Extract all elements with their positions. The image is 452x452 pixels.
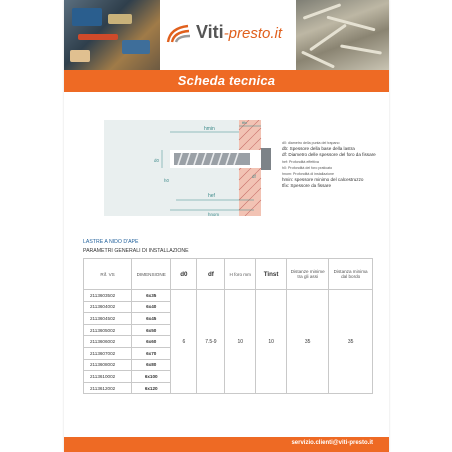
- col-edge-distance: Distanza minima dal bordo: [329, 259, 373, 290]
- title-band: [64, 70, 389, 92]
- table-row: [84, 290, 373, 302]
- datasheet-page: [64, 0, 389, 452]
- legend-line: d0: diametro della punta del trapano: [282, 141, 340, 145]
- cell-dimension: 6x60: [132, 336, 171, 348]
- legend-line: db: Spessore della base della lastra: [282, 146, 355, 152]
- cell-dimension: 6x100: [132, 371, 171, 383]
- cell-code: 2113610002: [84, 371, 132, 383]
- label-hef: hef: [208, 193, 215, 199]
- legend-line: hnom: Profondità di installazione: [282, 172, 334, 177]
- screws-photo: [296, 0, 389, 70]
- cell-dimension: 6x35: [132, 290, 171, 302]
- label-hmin: hmin: [204, 126, 215, 132]
- installation-table: [83, 258, 373, 394]
- label-d0: d0: [154, 158, 159, 163]
- cell-dimension: 6x50: [132, 324, 171, 336]
- cell-code: 2113604502: [84, 313, 132, 325]
- cell-code: 2113604002: [84, 301, 132, 313]
- cell-dimension: 6x80: [132, 359, 171, 371]
- cell-code: 2113606002: [84, 336, 132, 348]
- cell-tinst: 10: [256, 290, 287, 394]
- legend-line: h0: Profondità del foro praticato: [282, 165, 333, 170]
- table-header-row: [84, 259, 373, 290]
- diagram-legend: [282, 140, 386, 190]
- cell-dist2: 35: [329, 290, 373, 394]
- legend-line: df: Diametro delle spessore del foro da fissare: [282, 152, 376, 158]
- cell-code: 2113607002: [84, 347, 132, 359]
- page-title: Scheda tecnica: [177, 73, 276, 88]
- cell-dimension: 6x70: [132, 347, 171, 359]
- section-title: LASTRE A NIDO D'APE: [83, 239, 139, 245]
- col-hole: H foro mm: [225, 259, 256, 290]
- cell-hole: 10: [225, 290, 256, 394]
- legend-line: tfix: Spessore da fissare: [282, 183, 332, 189]
- cell-code: 2113608002: [84, 359, 132, 371]
- logo-icon: [166, 22, 192, 44]
- col-df: df: [197, 259, 225, 290]
- footer: [64, 437, 389, 452]
- cell-code: 2113605002: [84, 324, 132, 336]
- brand-name: Viti: [196, 22, 224, 42]
- cell-df: 7.5-9: [197, 290, 225, 394]
- cell-code: 2113603502: [84, 290, 132, 302]
- col-d0: d0: [171, 259, 197, 290]
- cell-dimension: 6x45: [132, 313, 171, 325]
- col-axis-distance: Distanze minime tra gli assi: [287, 259, 329, 290]
- cell-code: 2113612002: [84, 382, 132, 394]
- label-tfix: tfix: [242, 120, 248, 125]
- col-dimension: DIMENSIONE: [132, 259, 171, 290]
- brand-area: [160, 0, 296, 70]
- cell-d0: 6: [171, 290, 197, 394]
- tools-photo: [64, 0, 160, 70]
- section-subtitle: PARAMETRI GENERALI DI INSTALLAZIONE: [83, 248, 189, 254]
- cell-dimension: 6x40: [132, 301, 171, 313]
- label-h0: h0: [164, 178, 169, 183]
- header: [64, 0, 389, 70]
- label-df: df: [252, 174, 256, 179]
- label-hnom: hnom: [208, 212, 219, 216]
- legend-line: hmin: spessore minimo del calcestruzzo: [282, 177, 364, 183]
- cell-dimension: 6x120: [132, 382, 171, 394]
- anchor-diagram: [104, 120, 274, 216]
- screw-head: [261, 148, 271, 170]
- cell-dist1: 35: [287, 290, 329, 394]
- legend-line: hef: Profondità effettiva: [282, 159, 319, 164]
- brand-suffix: -presto.it: [223, 25, 283, 42]
- col-code: Rif. VS: [84, 259, 132, 290]
- col-tinst: Tinst: [256, 259, 287, 290]
- customer-service-email[interactable]: servizio.clienti@viti-presto.it: [291, 440, 373, 446]
- brand-logo[interactable]: [196, 22, 282, 43]
